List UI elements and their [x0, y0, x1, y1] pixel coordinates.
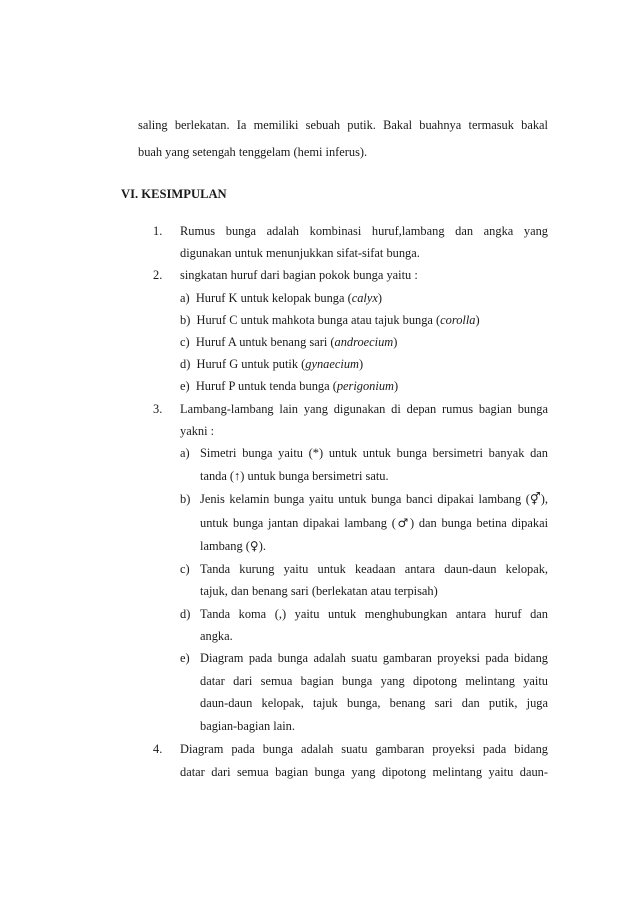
item-3b-letter: b): [180, 492, 191, 506]
item-4-number: 4.: [153, 742, 163, 756]
item-2-line-1: singkatan huruf dari bagian pokok bunga yaitu :: [180, 268, 418, 282]
item-3a-line-1: Simetri bunga yaitu (*) untuk untuk bunga bersimetri banyak dan: [200, 446, 548, 460]
text: ),: [540, 492, 548, 506]
item-3e-line-2: datar dari semua bagian bunga yang dipotong melintang yaitu: [200, 674, 548, 688]
item-2-number: 2.: [153, 268, 163, 282]
item-3-number: 3.: [153, 402, 163, 416]
item-2-sub-b: [180, 312, 480, 328]
sub-close: ): [393, 379, 399, 393]
item-2-sub-a: [180, 290, 382, 306]
item-3d-line-1: Tanda koma (,) yaitu untuk menghubungkan antara huruf dan: [200, 607, 548, 621]
item-3d-line-2: angka.: [200, 629, 233, 643]
sub-letter: b): [180, 313, 191, 327]
item-1-number: 1.: [153, 224, 163, 238]
sub-text: Huruf C untuk mahkota bunga atau tajuk bunga (: [196, 313, 441, 327]
latin-term: corolla: [440, 313, 476, 327]
item-3e-line-1: Diagram pada bunga adalah suatu gambaran proyeksi pada bidang: [200, 651, 548, 665]
text: untuk bunga jantan dipakai lambang (: [200, 516, 396, 530]
item-4-line-2: datar dari semua bagian bunga yang dipotong melintang yaitu daun-: [180, 765, 548, 779]
item-1-line-1: Rumus bunga adalah kombinasi huruf,lambang dan angka yang: [180, 224, 548, 238]
sub-text: Huruf P untuk tenda bunga (: [195, 379, 337, 393]
intro-line-2: buah yang setengah tenggelam (hemi inferus).: [138, 145, 368, 159]
item-3c-line-1: Tanda kurung yaitu untuk keadaan antara daun-daun kelopak,: [200, 562, 548, 576]
sub-close: ): [358, 357, 364, 371]
sub-close: ): [393, 335, 398, 349]
item-3e-line-3: daun-daun kelopak, tajuk bunga, benang sari dan putik, juga: [200, 696, 548, 710]
male-symbol-icon: ♂: [395, 516, 410, 530]
sub-text: Huruf A untuk benang sari (: [195, 335, 335, 349]
intro-line-1: saling berlekatan. Ia memiliki sebuah putik. Bakal buahnya termasuk bakal: [138, 118, 548, 132]
latin-term: calyx: [351, 291, 378, 305]
item-3c-line-2: tajuk, dan benang sari (berlekatan atau terpisah): [200, 584, 438, 598]
sub-text: Huruf G untuk putik (: [196, 357, 306, 371]
item-3a-line-2: tanda (↑) untuk bunga bersimetri satu.: [200, 469, 389, 483]
item-3b-line-3: [200, 538, 266, 554]
item-4-line-1: Diagram pada bunga adalah suatu gambaran proyeksi pada bidang: [180, 742, 548, 756]
text: Jenis kelamin bunga yaitu untuk bunga banci dipakai lambang (: [200, 492, 530, 506]
latin-term: gynaecium: [305, 357, 359, 371]
item-2-sub-c: [180, 334, 397, 350]
item-3e-letter: e): [180, 651, 190, 665]
bisexual-symbol-icon: ⚥: [529, 492, 541, 506]
text: ).: [258, 539, 266, 553]
item-3d-letter: d): [180, 607, 191, 621]
sub-text: Huruf K untuk kelopak bunga (: [195, 291, 352, 305]
sub-close: ): [377, 291, 383, 305]
section-heading: VI. KESIMPULAN: [121, 187, 227, 201]
sub-letter: d): [180, 357, 191, 371]
item-3-line-2: yakni :: [180, 424, 215, 438]
item-1-line-2: digunakan untuk menunjukkan sifat-sifat bunga.: [180, 246, 420, 260]
latin-term: androecium: [334, 335, 394, 349]
latin-term: perigonium: [336, 379, 394, 393]
female-symbol-icon: ♀: [249, 539, 259, 553]
sub-letter: a): [180, 291, 190, 305]
item-3c-letter: c): [180, 562, 190, 576]
item-2-sub-d: [180, 356, 363, 372]
item-3e-line-4: bagian-bagian lain.: [200, 719, 295, 733]
text: lambang (: [200, 539, 250, 553]
item-3b-line-2: [200, 515, 548, 531]
text: ) dan bunga betina dipakai: [409, 516, 548, 530]
sub-letter: c): [180, 335, 190, 349]
item-3-line-1: Lambang-lambang lain yang digunakan di depan rumus bagian bunga: [180, 402, 548, 416]
sub-close: ): [475, 313, 480, 327]
item-2-sub-e: [180, 378, 398, 394]
item-3a-letter: a): [180, 446, 190, 460]
sub-letter: e): [180, 379, 190, 393]
item-3b-line-1: [200, 491, 548, 507]
